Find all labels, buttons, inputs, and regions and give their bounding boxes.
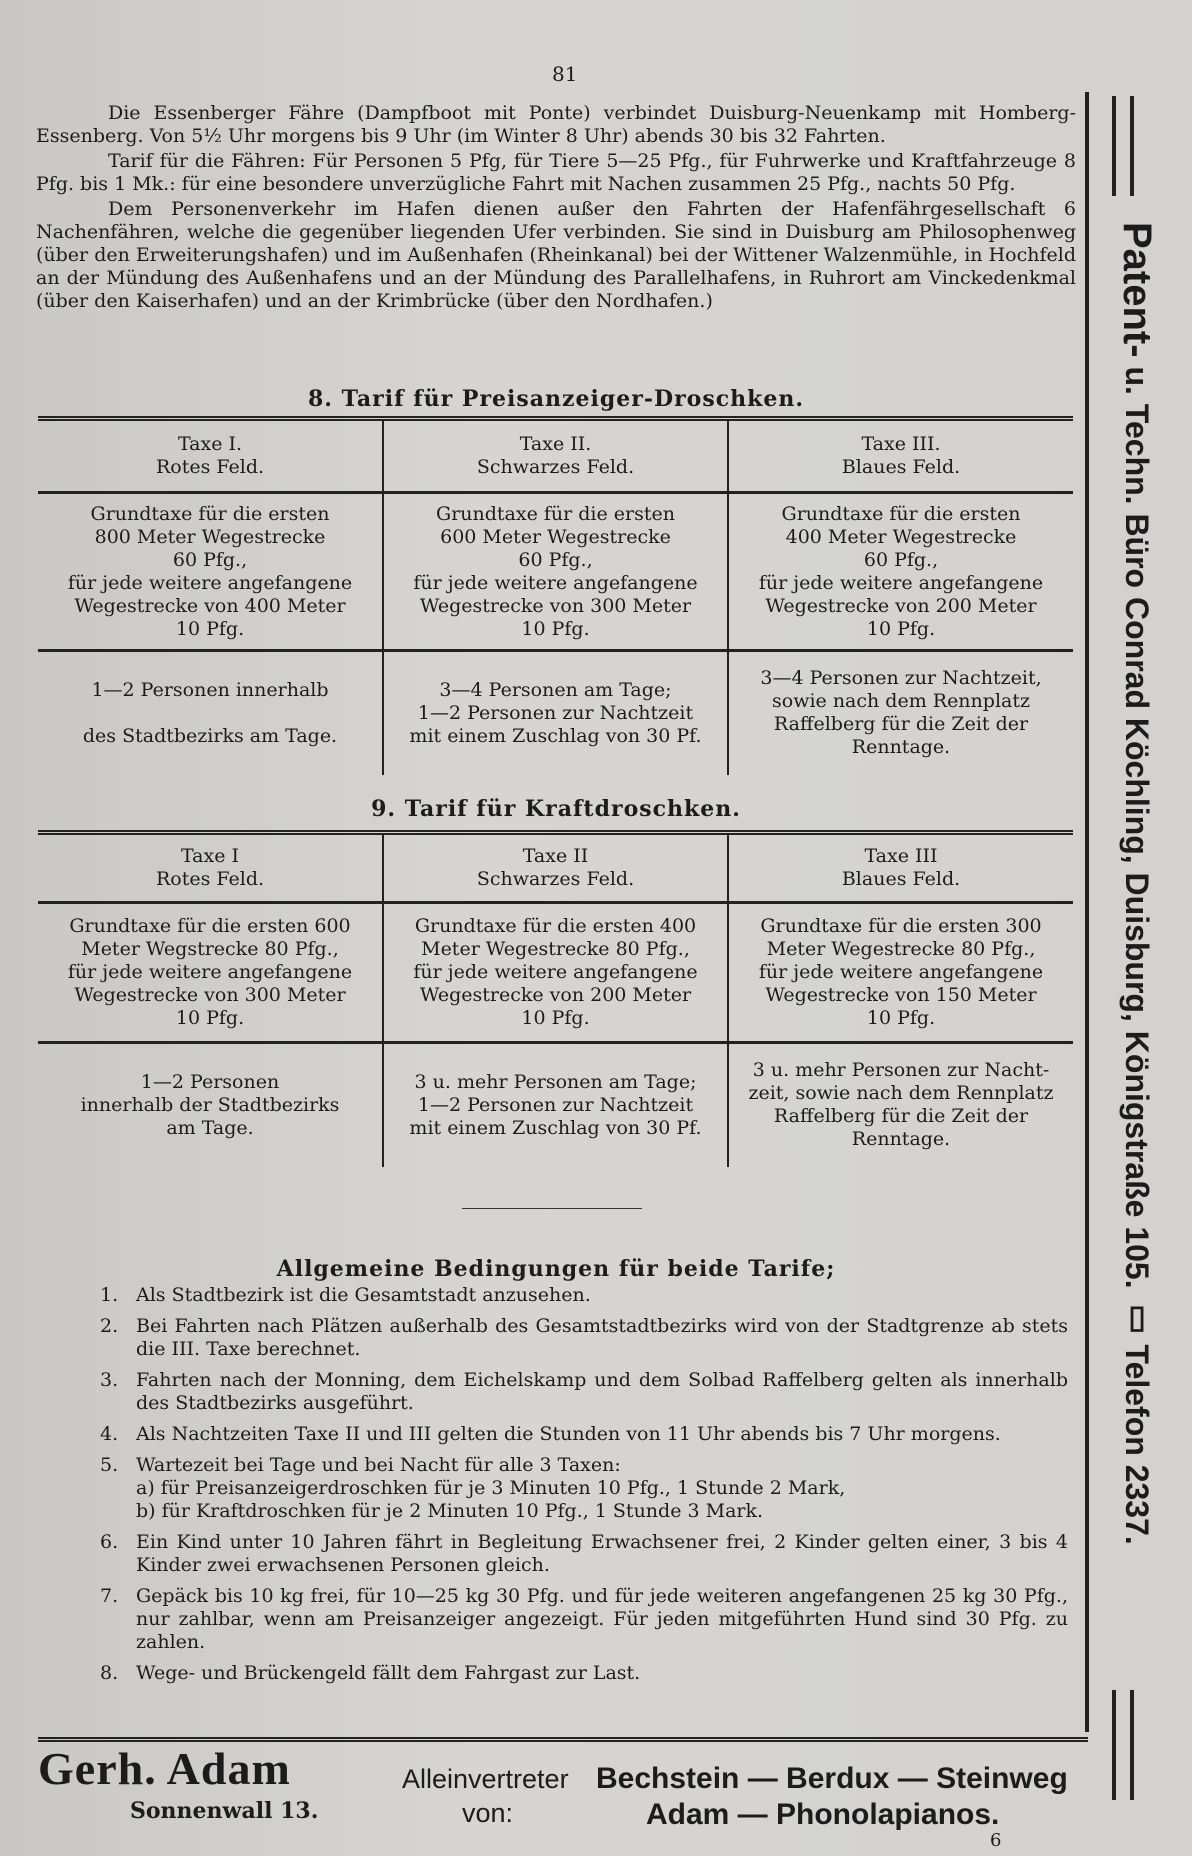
divider: [462, 1208, 642, 1209]
table-row: [38, 493, 1073, 651]
sidebar-separator: ▯: [1119, 1297, 1155, 1345]
base-rate-cell: Grundtaxe für die ersten 400 Meter Wegestrecke 80 Pfg., für jede weitere angefangene Wegestrecke von 200 Meter 10 Pfg.: [383, 903, 728, 1043]
tariff-table-8: [38, 416, 1073, 775]
sidebar-advertisement: [1115, 222, 1159, 1662]
intro-paragraph: Die Essenberger Fähre (Dampfboot mit Ponte) verbindet Duisburg-Neuenkamp mit Homberg-Essenberg. Von 5½ Uhr morgens bis 9 Uhr (im Winter 8 Uhr) abends 30 bis 32 Fahrten.: [36, 102, 1076, 147]
section8-title: 8. Tarif für Preisanzeiger-Droschken.: [307, 386, 804, 412]
ad-von-label: von:: [462, 1798, 514, 1828]
table-row: [38, 833, 1073, 903]
sub-item: a) für Preisanzeigerdroschken für je 3 Minuten 10 Pfg., 1 Stunde 2 Mark,: [136, 1477, 846, 1499]
taxe-header: Taxe II. Schwarzes Feld.: [383, 419, 728, 493]
list-item: 2. Bei Fahrten nach Plätzen außerhalb des Gesamtstadtbezirks wird von der Stadtgrenze ab stets die III. Taxe berechnet.: [100, 1315, 1068, 1360]
base-rate-cell: Grundtaxe für die ersten 400 Meter Wegestrecke 60 Pfg., für jede weitere angefangene Wegestrecke von 200 Meter 10 Pfg.: [728, 493, 1073, 651]
taxe-header: Taxe III Blaues Feld.: [728, 833, 1073, 903]
list-item: 6. Ein Kind unter 10 Jahren fährt in Begleitung Erwachsener frei, 2 Kinder gelten einer, 3 bis 4 Kinder zwei erwachsenen Personen gleich.: [100, 1531, 1068, 1576]
sidebar-telefon: Telefon 2337.: [1119, 1344, 1155, 1545]
ad-brands-line2: Adam — Phonolapianos.: [646, 1798, 1000, 1831]
persons-cell: 3 u. mehr Personen zur Nacht- zeit, sowie nach dem Rennplatz Raffelberg für die Zeit der Renntage.: [748, 1059, 1054, 1151]
persons-cell: 3—4 Personen zur Nachtzeit, sowie nach dem Rennplatz Raffelberg für die Zeit der Renntage.: [760, 667, 1042, 759]
conditions-list: [100, 1284, 1068, 1693]
list-item: 5. Wartezeit bei Tage und bei Nacht für alle 3 Taxen: a) für Preisanzeigerdroschken für je 3 Minuten 10 Pfg., 1 Stunde 2 Mark, b) für Kraftdroschken für je 2 Minuten 10 Pfg., 1 Stunde 3 Mark.: [100, 1454, 1068, 1523]
taxe-header: Taxe I Rotes Feld.: [38, 833, 383, 903]
sub-item: b) für Kraftdroschken für je 2 Minuten 10 Pfg., 1 Stunde 3 Mark.: [136, 1500, 764, 1522]
table-row: [38, 651, 1073, 775]
list-item: 4. Als Nachtzeiten Taxe II und III gelten die Stunden von 11 Uhr abends bis 7 Uhr morgens.: [100, 1423, 1001, 1445]
side-rule: [1085, 92, 1089, 1732]
corner-number: 6: [990, 1830, 1002, 1851]
intro-text: [36, 102, 1076, 315]
list-item: 3. Fahrten nach der Monning, dem Eichelskamp und dem Solbad Raffelberg gelten als innerhalb des Stadtbezirks ausgeführt.: [100, 1369, 1068, 1414]
conditions-title: Allgemeine Bedingungen für beide Tarife;: [276, 1256, 836, 1282]
table-row: [38, 1043, 1073, 1167]
base-rate-cell: Grundtaxe für die ersten 600 Meter Wegestrecke 60 Pfg., für jede weitere angefangene Wegestrecke von 300 Meter 10 Pfg.: [383, 493, 728, 651]
persons-cell: 1—2 Personen innerhalb der Stadtbezirks am Tage.: [38, 1043, 383, 1167]
advertiser-address: Sonnenwall 13.: [130, 1798, 319, 1824]
intro-paragraph: Dem Personenverkehr im Hafen dienen außer den Fahrten der Hafenfährgesellschaft 6 Nachenfähren, welche die gegenüber liegenden Ufer verbinden. Sie sind in Duisburg am Philosophenweg (über den Erweiterungshafen) und im Außenhafen (Rheinkanal) bei der Wittener Walzenmühle, in Hochfeld an der Mündung des Außenhafens und an der Mündung des Parallelhafens, in Ruhrort am Vinckedenkmal (über den Kaiserhafen) und an der Krimbrücke (über den Nordhafen.): [36, 198, 1076, 312]
intro-paragraph: Tarif für die Fähren: Für Personen 5 Pfg, für Tiere 5—25 Pfg., für Fuhrwerke und Kraftfahrzeuge 8 Pfg. bis 1 Mk.: für eine besondere unverzügliche Fahrt mit Nachen zusammen 25 Pfg., nachts 50 Pfg.: [36, 150, 1076, 195]
base-rate-cell: Grundtaxe für die ersten 800 Meter Wegestrecke 60 Pfg., für jede weitere angefangene Wegestrecke von 400 Meter 10 Pfg.: [38, 493, 383, 651]
taxe-header: Taxe III. Blaues Feld.: [728, 419, 1073, 493]
table-row: [38, 419, 1073, 493]
persons-cell: 1—2 Personen innerhalb des Stadtbezirks am Tage.: [38, 651, 383, 775]
table-row: [38, 903, 1073, 1043]
taxe-header: Taxe II Schwarzes Feld.: [383, 833, 728, 903]
list-item: 7. Gepäck bis 10 kg frei, für 10—25 kg 30 Pfg. und für jede weiteren angefangenen 25 kg 30 Pfg., nur zahlbar, wenn am Preisanzeiger angezeigt. Für jeden mitgeführten Hund sind 30 Pfg. zu zahlen.: [100, 1585, 1068, 1653]
advertiser-name: Gerh. Adam: [38, 1743, 291, 1794]
sidebar-patent: Patent-: [1115, 222, 1159, 358]
ad-brands-line1: Bechstein — Berdux — Steinweg: [596, 1762, 1068, 1795]
sidebar-address: u. Techn. Büro Conrad Köchling, Duisburg, Königstraße 105.: [1119, 366, 1155, 1289]
list-item: 8. Wege- und Brückengeld fällt dem Fahrgast zur Last.: [100, 1662, 641, 1684]
base-rate-cell: Grundtaxe für die ersten 300 Meter Wegestrecke 80 Pfg., für jede weitere angefangene Wegestrecke von 150 Meter 10 Pfg.: [728, 903, 1073, 1043]
side-ornament-top: [1112, 96, 1134, 196]
side-ornament-bottom: [1112, 1690, 1134, 1800]
section9-title: 9. Tarif für Kraftdroschken.: [371, 796, 741, 822]
tariff-table-9: [38, 830, 1073, 1167]
ad-allein-label: Alleinvertreter: [402, 1764, 569, 1794]
persons-cell: 3—4 Personen am Tage; 1—2 Personen zur Nachtzeit mit einem Zuschlag von 30 Pf.: [383, 651, 728, 775]
page-number: 81: [552, 62, 578, 86]
taxe-header: Taxe I. Rotes Feld.: [38, 419, 383, 493]
persons-cell: 3 u. mehr Personen am Tage; 1—2 Personen zur Nachtzeit mit einem Zuschlag von 30 Pf.: [383, 1043, 728, 1167]
list-item: 1. Als Stadtbezirk ist die Gesamtstadt anzusehen.: [100, 1284, 591, 1306]
base-rate-cell: Grundtaxe für die ersten 600 Meter Wegstrecke 80 Pfg., für jede weitere angefangene Wegestrecke von 300 Meter 10 Pfg.: [38, 903, 383, 1043]
